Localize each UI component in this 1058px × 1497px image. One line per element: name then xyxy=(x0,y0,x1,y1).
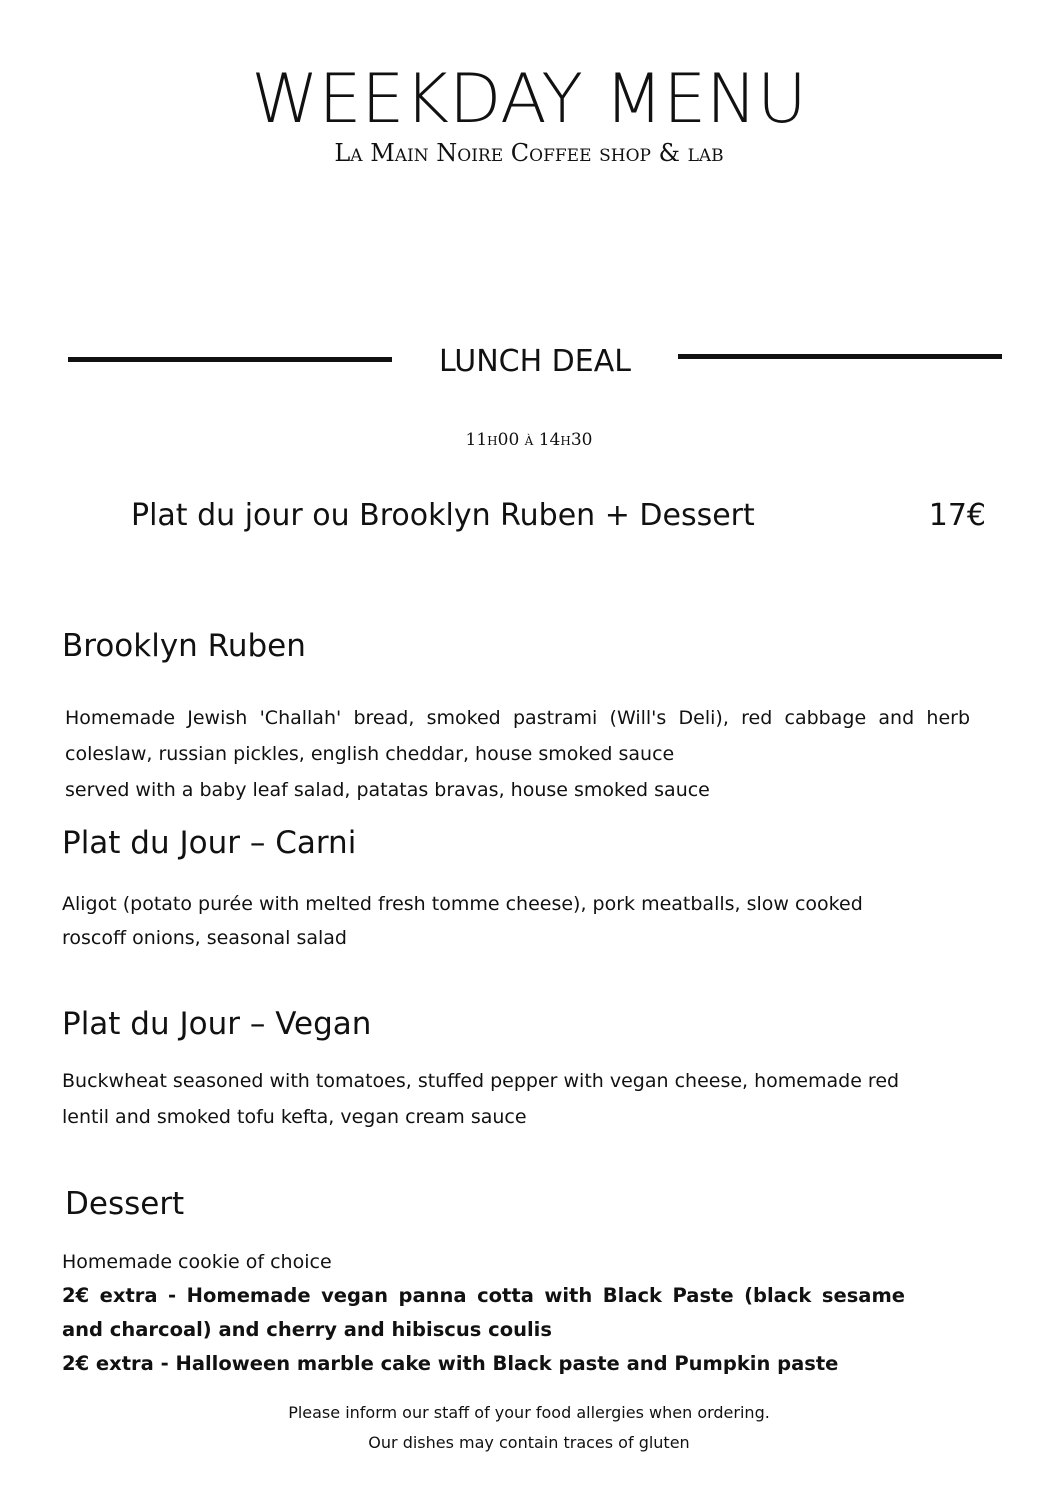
lunch-deal-hours: 11h00 à 14h30 xyxy=(465,430,593,450)
dish-description-vegan: Buckwheat seasoned with tomatoes, stuffed pepper with vegan cheese, homemade red lentil and smoked tofu kefta, vegan cream sauce xyxy=(62,1070,900,1128)
shop-name-subtitle: La Main Noire Coffee shop & lab xyxy=(334,139,724,167)
divider-left xyxy=(68,357,392,362)
divider-right xyxy=(678,354,1002,359)
dish-description-brooklyn-ruben-sides: served with a baby leaf salad, patatas bravas, house smoked sauce xyxy=(65,779,710,801)
allergy-notice: Please inform our staff of your food allergies when ordering. xyxy=(288,1403,770,1422)
dish-description-carni: Aligot (potato purée with melted fresh tomme cheese), pork meatballs, slow cooked roscoff onions, seasonal salad xyxy=(62,893,863,949)
dish-description-brooklyn-ruben: Homemade Jewish 'Challah' bread, smoked pastrami (Will's Deli), red cabbage and herb coleslaw, russian pickles, english cheddar, house smoked sauce xyxy=(65,707,970,765)
lunch-deal-price: 17€ xyxy=(928,498,986,533)
dish-title-brooklyn-ruben: Brooklyn Ruben xyxy=(62,628,306,664)
dish-title-dessert: Dessert xyxy=(65,1186,185,1222)
dessert-item-marble-cake: 2€ extra - Halloween marble cake with Black paste and Pumpkin paste xyxy=(62,1352,839,1375)
dessert-item-panna-cotta: 2€ extra - Homemade vegan panna cotta with Black Paste (black sesame and charcoal) and cherry and hibiscus coulis xyxy=(62,1284,905,1341)
dish-title-carni: Plat du Jour – Carni xyxy=(62,825,357,861)
dish-title-vegan: Plat du Jour – Vegan xyxy=(62,1006,372,1042)
menu-title: WEEKDAY MENU xyxy=(251,60,807,139)
lunch-deal-heading: LUNCH DEAL xyxy=(439,344,631,379)
lunch-deal-offer: Plat du jour ou Brooklyn Ruben + Dessert xyxy=(131,498,755,533)
dessert-item-cookie: Homemade cookie of choice xyxy=(62,1251,332,1273)
gluten-notice: Our dishes may contain traces of gluten xyxy=(368,1433,690,1452)
